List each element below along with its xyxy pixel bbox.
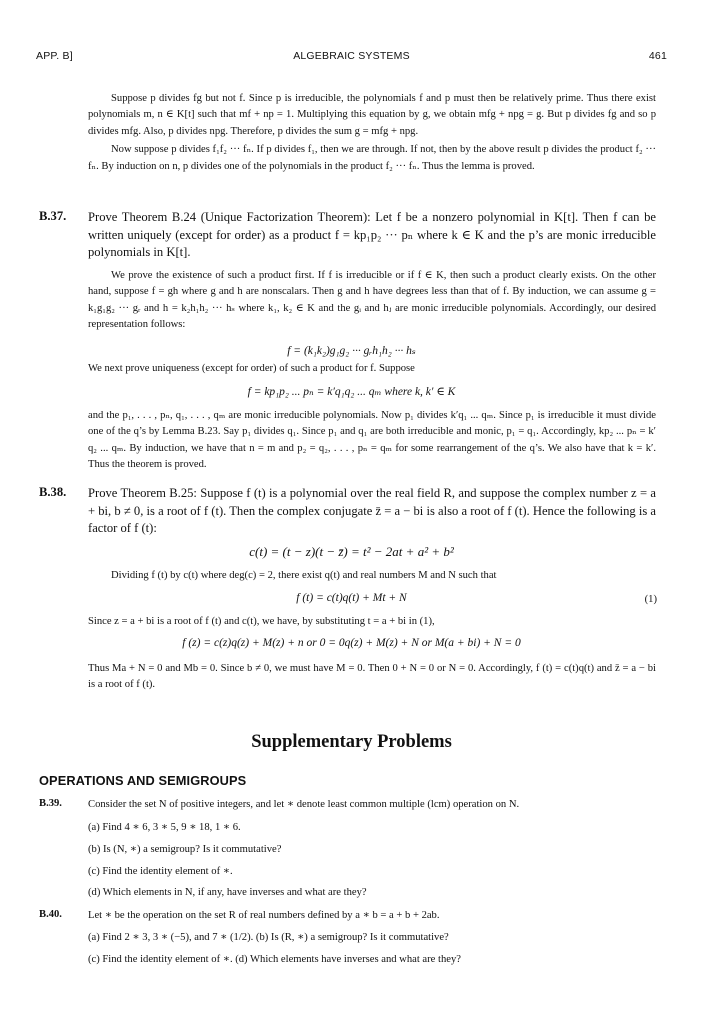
proof-paragraph: Now suppose p divides f₁f₂ ··· fₙ. If p divides f₁, then we are through. If not, then by the above result p divides the product f₂ ··· fₙ. By induction on n, p divides one of the polynomials in the product f₂ ··· fₙ. Thus the lemma is proved. [88, 144, 656, 172]
solution-paragraph: Dividing f (t) by c(t) where deg(c) = 2, there exist q(t) and real numbers M and N such that [111, 570, 497, 581]
solution-paragraph: We next prove uniqueness (except for order) of such a product for f. Suppose [88, 363, 415, 374]
problem-statement: Consider the set N of positive integers, and let ∗ denote least common multiple (lcm) operation on N. [88, 799, 520, 810]
equation: c(t) = (t − z)(t − z̄) = t² − 2at + a² + b² [249, 544, 454, 559]
problem-statement: Let ∗ be the operation on the set R of real numbers defined by a ∗ b = a + b + 2ab. [88, 910, 440, 921]
problem-statement: Prove Theorem B.24 (Unique Factorization Theorem): Let f be a nonzero polynomial in K[t]. Then f can be written uniquely (except for order) as a product f = kp₁p₂ ··· pₙ where k ∈ K and the p’s are monic irreducible polynomials in K[t]. [88, 210, 656, 259]
equation: f (t) = c(t)q(t) + Mt + N [296, 592, 407, 604]
problem-part: (c) Find the identity element of ∗. [88, 866, 233, 877]
equation: f = kp₁p₂ ... pₙ = k′q₁q₂ ... qₘ where k, k′ ∈ K [247, 386, 456, 398]
problem-statement: Prove Theorem B.25: Suppose f (t) is a polynomial over the real field R, and suppose the complex number z = a + bi, b ≠ 0, is a root of f (t). Then the complex conjugate z̄ = a − bi is also a root of f (t). Hence the following is a factor of f (t): [88, 486, 656, 535]
problem-part: (c) Find the identity element of ∗. (d) Which elements have inverses and what are they? [88, 954, 461, 965]
solution-paragraph-block [88, 614, 656, 630]
solution-paragraph-block [88, 661, 656, 694]
solution-paragraph-block [88, 568, 656, 584]
problem-b37-solution [88, 268, 656, 334]
problem-part: (b) Is (N, ∗) a semigroup? Is it commutative? [88, 844, 282, 855]
solution-paragraph: Since z = a + bi is a root of f (t) and c(t), we have, by substituting t = a + bi in (1), [88, 616, 435, 627]
problem-number: B.38. [39, 485, 67, 499]
equation: f (z) = c(z)q(z) + M(z) + n or 0 = 0q(z) + M(z) + N or M(a + bi) + N = 0 [182, 637, 521, 649]
chapter-label: APP. B] [36, 50, 73, 62]
proof-paragraph: Suppose p divides fg but not f. Since p is irreducible, the polynomials f and p must then be relatively prime. Thus there exist polynomials m, n ∈ K[t] such that mf + np = 1. Multiplying this equation by g, we obtain mfg + npg = g. But p divides fg and so p divides mfg. Also, p divides npg. Therefore, p divides the sum g = mfg + npg. [88, 93, 656, 137]
running-title: ALGEBRAIC SYSTEMS [293, 50, 410, 62]
problem-number: B.40. [39, 909, 62, 920]
section-title: OPERATIONS AND SEMIGROUPS [39, 773, 247, 788]
solution-paragraph: Thus Ma + N = 0 and Mb = 0. Since b ≠ 0, we must have M = 0. Then 0 + N = 0 or N = 0. Accordingly, f (t) = c(t)q(t) and z̄ = a − bi is a root of f (t). [88, 663, 656, 691]
running-header [36, 50, 667, 64]
problem-number: B.39. [39, 798, 62, 809]
problem-b38-statement [88, 485, 656, 538]
equation-number: (1) [644, 594, 657, 605]
solution-paragraph: We prove the existence of such a product first. If f is irreducible or if f ∈ K, then such a product clearly exists. On the other hand, suppose f = gh where g and h are nonscalars. Then g and h have degrees less than that of f. By induction, we can assume g = k₁g₁g₂ ··· gᵣ and h = k₂h₁h₂ ··· hₛ where k₁, k₂ ∈ K and the gᵢ and hⱼ are monic irreducible polynomials. Accordingly, our desired representation follows: [88, 270, 656, 331]
problem-number: B.37. [39, 209, 67, 223]
problem-part: (a) Find 4 ∗ 6, 3 ∗ 5, 9 ∗ 18, 1 ∗ 6. [88, 822, 241, 833]
solution-paragraph-block [88, 408, 656, 474]
supplementary-title: Supplementary Problems [251, 732, 452, 752]
equation: f = (k₁k₂)g₁g₂ ··· gᵣh₁h₂ ··· hₛ [287, 345, 416, 357]
solution-paragraph: and the p₁, . . . , pₙ, q₁, . . . , qₘ are monic irreducible polynomials. Now p₁ divides k′q₁ ... qₘ. Since p₁ is irreducible it must divide one of the q’s by Lemma B.23. Say p₁ divides q₁. Since p₁ and q₁ are both irreducible and monic, p₁ = q₁. Accordingly, kp₂ ... pₙ = k′ q₂ ... qₘ. By induction, we have that n = m and p₂ = q₂, . . . , pₙ = qₘ for some rearrangement of the q’s. We also have that k = k′. Thus the theorem is proved. [88, 410, 656, 471]
problem-part: (d) Which elements in N, if any, have inverses and what are they? [88, 887, 367, 898]
problem-b37-statement [88, 209, 656, 262]
solution-paragraph-block [88, 361, 656, 377]
proof-continuation [88, 91, 656, 175]
page-number: 461 [648, 50, 667, 62]
problem-part: (a) Find 2 ∗ 3, 3 ∗ (−5), and 7 ∗ (1/2). (b) Is (R, ∗) a semigroup? Is it commutative? [88, 932, 449, 943]
